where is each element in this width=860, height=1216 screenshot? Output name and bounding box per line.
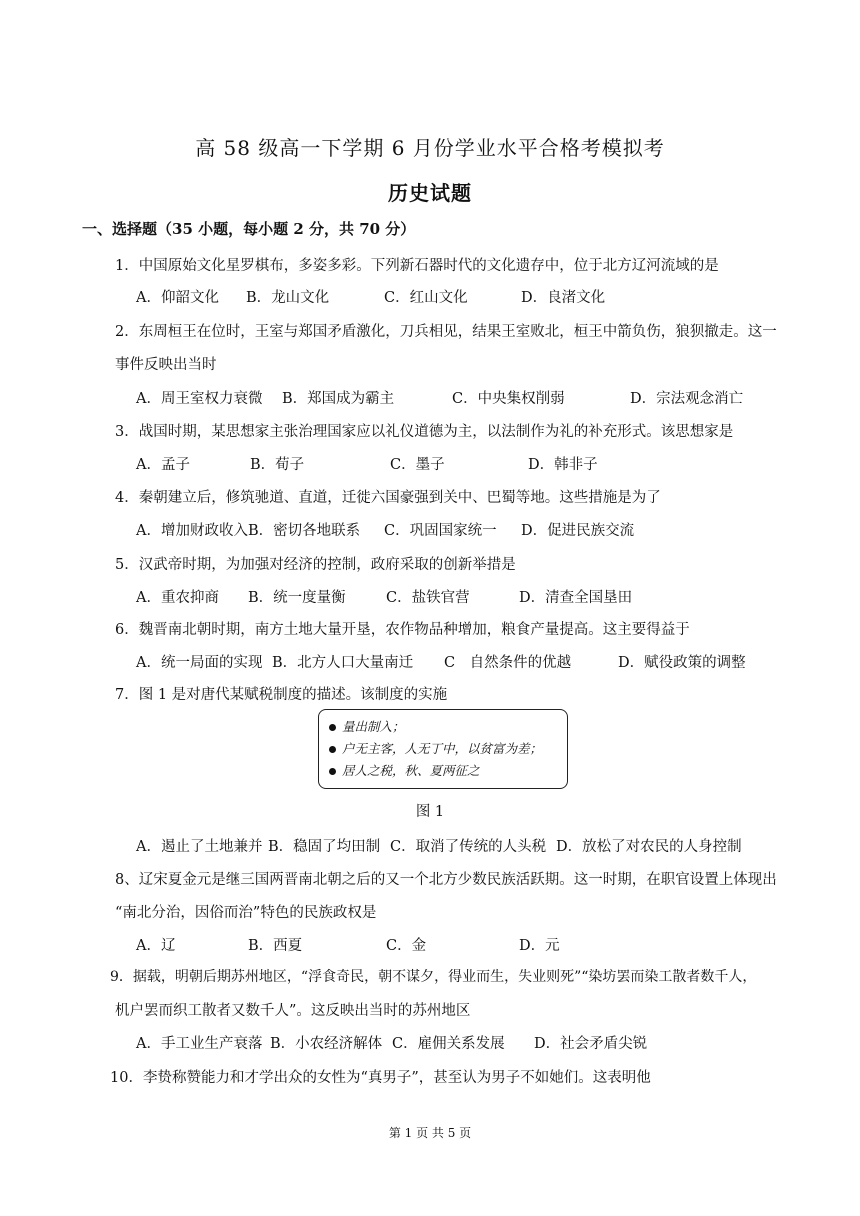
question-stem: 2．东周桓王在位时，王室与郑国矛盾激化，刀兵相见，结果王室败北，桓王中箭负伤，狼狈撤走。这一 <box>115 324 777 340</box>
option-d: D．赋役政策的调整 <box>618 655 746 671</box>
bullet-icon <box>329 724 336 731</box>
option-d: D．促进民族交流 <box>521 523 635 539</box>
option-b: B．北方人口大量南迁 <box>272 655 414 671</box>
option-c: C．巩固国家统一 <box>384 523 497 539</box>
option-a: A．仰韶文化 <box>136 290 219 306</box>
option-a: A．孟子 <box>136 457 190 473</box>
question-stem: 7．图 1 是对唐代某赋税制度的描述。该制度的实施 <box>115 687 448 703</box>
figure-item: 量出制入； <box>329 716 557 738</box>
option-a: A．辽 <box>136 938 176 954</box>
option-d: D．良渚文化 <box>521 290 606 306</box>
question-stem: 10．李贽称赞能力和才学出众的女性为“真男子”，甚至认为男子不如她们。这表明他 <box>110 1070 651 1086</box>
page-footer: 第 1 页 共 5 页 <box>388 1126 472 1140</box>
option-d: D．放松了对农民的人身控制 <box>556 839 742 855</box>
option-a: A．重农抑商 <box>136 590 219 606</box>
option-c: C．墨子 <box>390 457 445 473</box>
option-c: C．雇佣关系发展 <box>392 1036 505 1052</box>
option-b: B．西夏 <box>248 938 303 954</box>
option-c: C．取消了传统的人头税 <box>390 839 547 855</box>
option-c: C．盐铁官营 <box>386 590 470 606</box>
option-b: B．龙山文化 <box>246 290 330 306</box>
option-b: B．荀子 <box>250 457 305 473</box>
option-b: B．小农经济解体 <box>270 1036 383 1052</box>
option-a: A．遏止了土地兼并 <box>136 839 263 855</box>
section-heading: 一、选择题（35 小题，每小题 2 分，共 70 分） <box>82 220 416 238</box>
option-c: C．红山文化 <box>384 290 468 306</box>
question-stem-continued: “南北分治，因俗而治”特色的民族政权是 <box>115 905 377 921</box>
figure-box <box>318 709 568 789</box>
option-a: A．统一局面的实现 <box>136 655 263 671</box>
option-b: B．稳固了均田制 <box>268 839 381 855</box>
option-d: D．韩非子 <box>528 457 598 473</box>
question-stem: 5．汉武帝时期，为加强对经济的控制，政府采取的创新举措是 <box>115 557 516 573</box>
page-subtitle: 历史试题 <box>388 181 472 205</box>
bullet-icon <box>329 768 336 775</box>
option-d: D．元 <box>519 938 560 954</box>
figure-item: 户无主客，人无丁中，以贫富为差； <box>329 738 557 760</box>
option-c: C．中央集权削弱 <box>452 391 565 407</box>
option-d: D．社会矛盾尖锐 <box>534 1036 648 1052</box>
question-stem: 9．据载，明朝后期苏州地区，“浮食奇民，朝不谋夕，得业而生，失业则死”“染坊罢而染工散者数千人， <box>110 969 757 985</box>
question-stem: 8、辽宋夏金元是继三国两晋南北朝之后的又一个北方少数民族活跃期。这一时期，在职官设置上体现出 <box>115 872 777 888</box>
option-d: D．清查全国垦田 <box>519 590 633 606</box>
bullet-icon <box>329 746 336 753</box>
option-d: D．宗法观念消亡 <box>630 391 744 407</box>
question-stem-continued: 事件反映出当时 <box>115 357 217 373</box>
question-stem: 4．秦朝建立后，修筑驰道、直道，迁徙六国豪强到关中、巴蜀等地。这些措施是为了 <box>115 490 661 506</box>
option-c: C．金 <box>386 938 427 954</box>
question-stem-continued: 机户罢而织工散者又数千人”。这反映出当时的苏州地区 <box>115 1003 471 1019</box>
page-title: 高 58 级高一下学期 6 月份学业水平合格考模拟考 <box>195 136 665 160</box>
option-a: A．增加财政收入 <box>136 523 248 539</box>
option-a: A．周王室权力衰微 <box>136 391 263 407</box>
figure-caption: 图 1 <box>415 804 445 820</box>
question-stem: 6．魏晋南北朝时期，南方土地大量开垦，农作物品种增加，粮食产量提高。这主要得益于 <box>115 622 690 638</box>
option-c: C 自然条件的优越 <box>444 655 572 671</box>
option-b: B．统一度量衡 <box>248 590 346 606</box>
option-b: B．郑国成为霸主 <box>282 391 395 407</box>
question-stem: 1．中国原始文化星罗棋布，多姿多彩。下列新石器时代的文化遗存中，位于北方辽河流域的是 <box>115 258 719 274</box>
option-b: B．密切各地联系 <box>248 523 361 539</box>
question-stem: 3．战国时期，某思想家主张治理国家应以礼仪道德为主，以法制作为礼的补充形式。该思想家是 <box>115 424 734 440</box>
option-a: A．手工业生产衰落 <box>136 1036 263 1052</box>
figure-item: 居人之税，秋、夏两征之 <box>329 760 557 782</box>
